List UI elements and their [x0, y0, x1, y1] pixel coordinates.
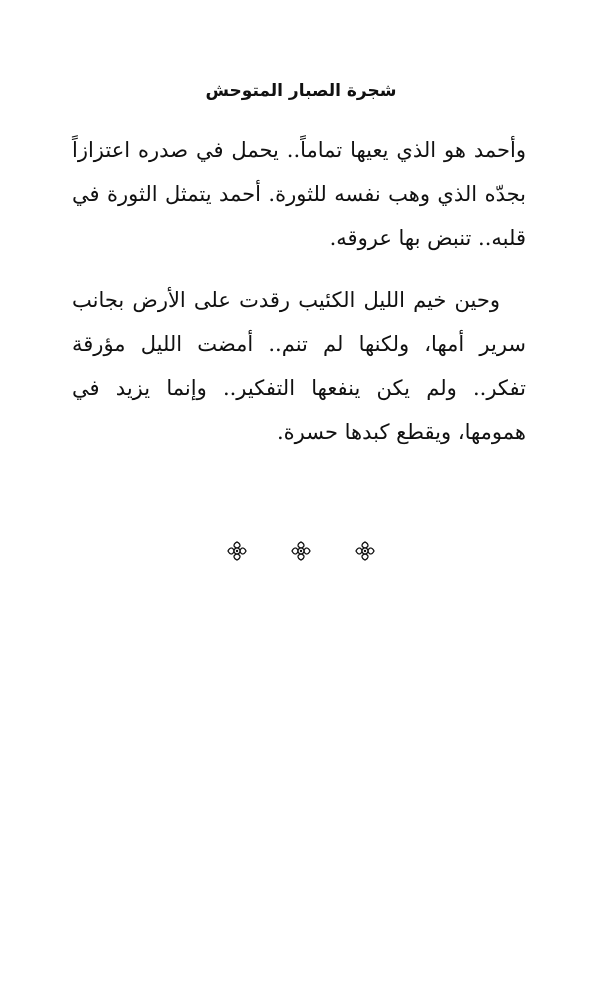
floral-ornament-icon	[290, 540, 312, 562]
body-text	[72, 128, 526, 472]
floral-ornament-icon	[226, 540, 248, 562]
paragraph-1: وأحمد هو الذي يعيها تماماً.. يحمل في صدره اعتزازاً بجدّه الذي وهب نفسه للثورة. أحمد يتمثل الثورة في قلبه.. تنبض بها عروقه.	[72, 138, 526, 250]
paragraph-2: وحين خيم الليل الكئيب رقدت على الأرض بجانب سرير أمها، ولكنها لم تنم.. أمضت الليل مؤرقة تفكر.. ولم يكن ينفعها التفكير.. وإنما يزيد في همومها، ويقطع كبدها حسرة.	[72, 288, 526, 444]
section-break-ornaments	[0, 540, 602, 562]
running-title: شجرة الصبار المتوحش	[205, 81, 397, 101]
floral-ornament-icon	[354, 540, 376, 562]
